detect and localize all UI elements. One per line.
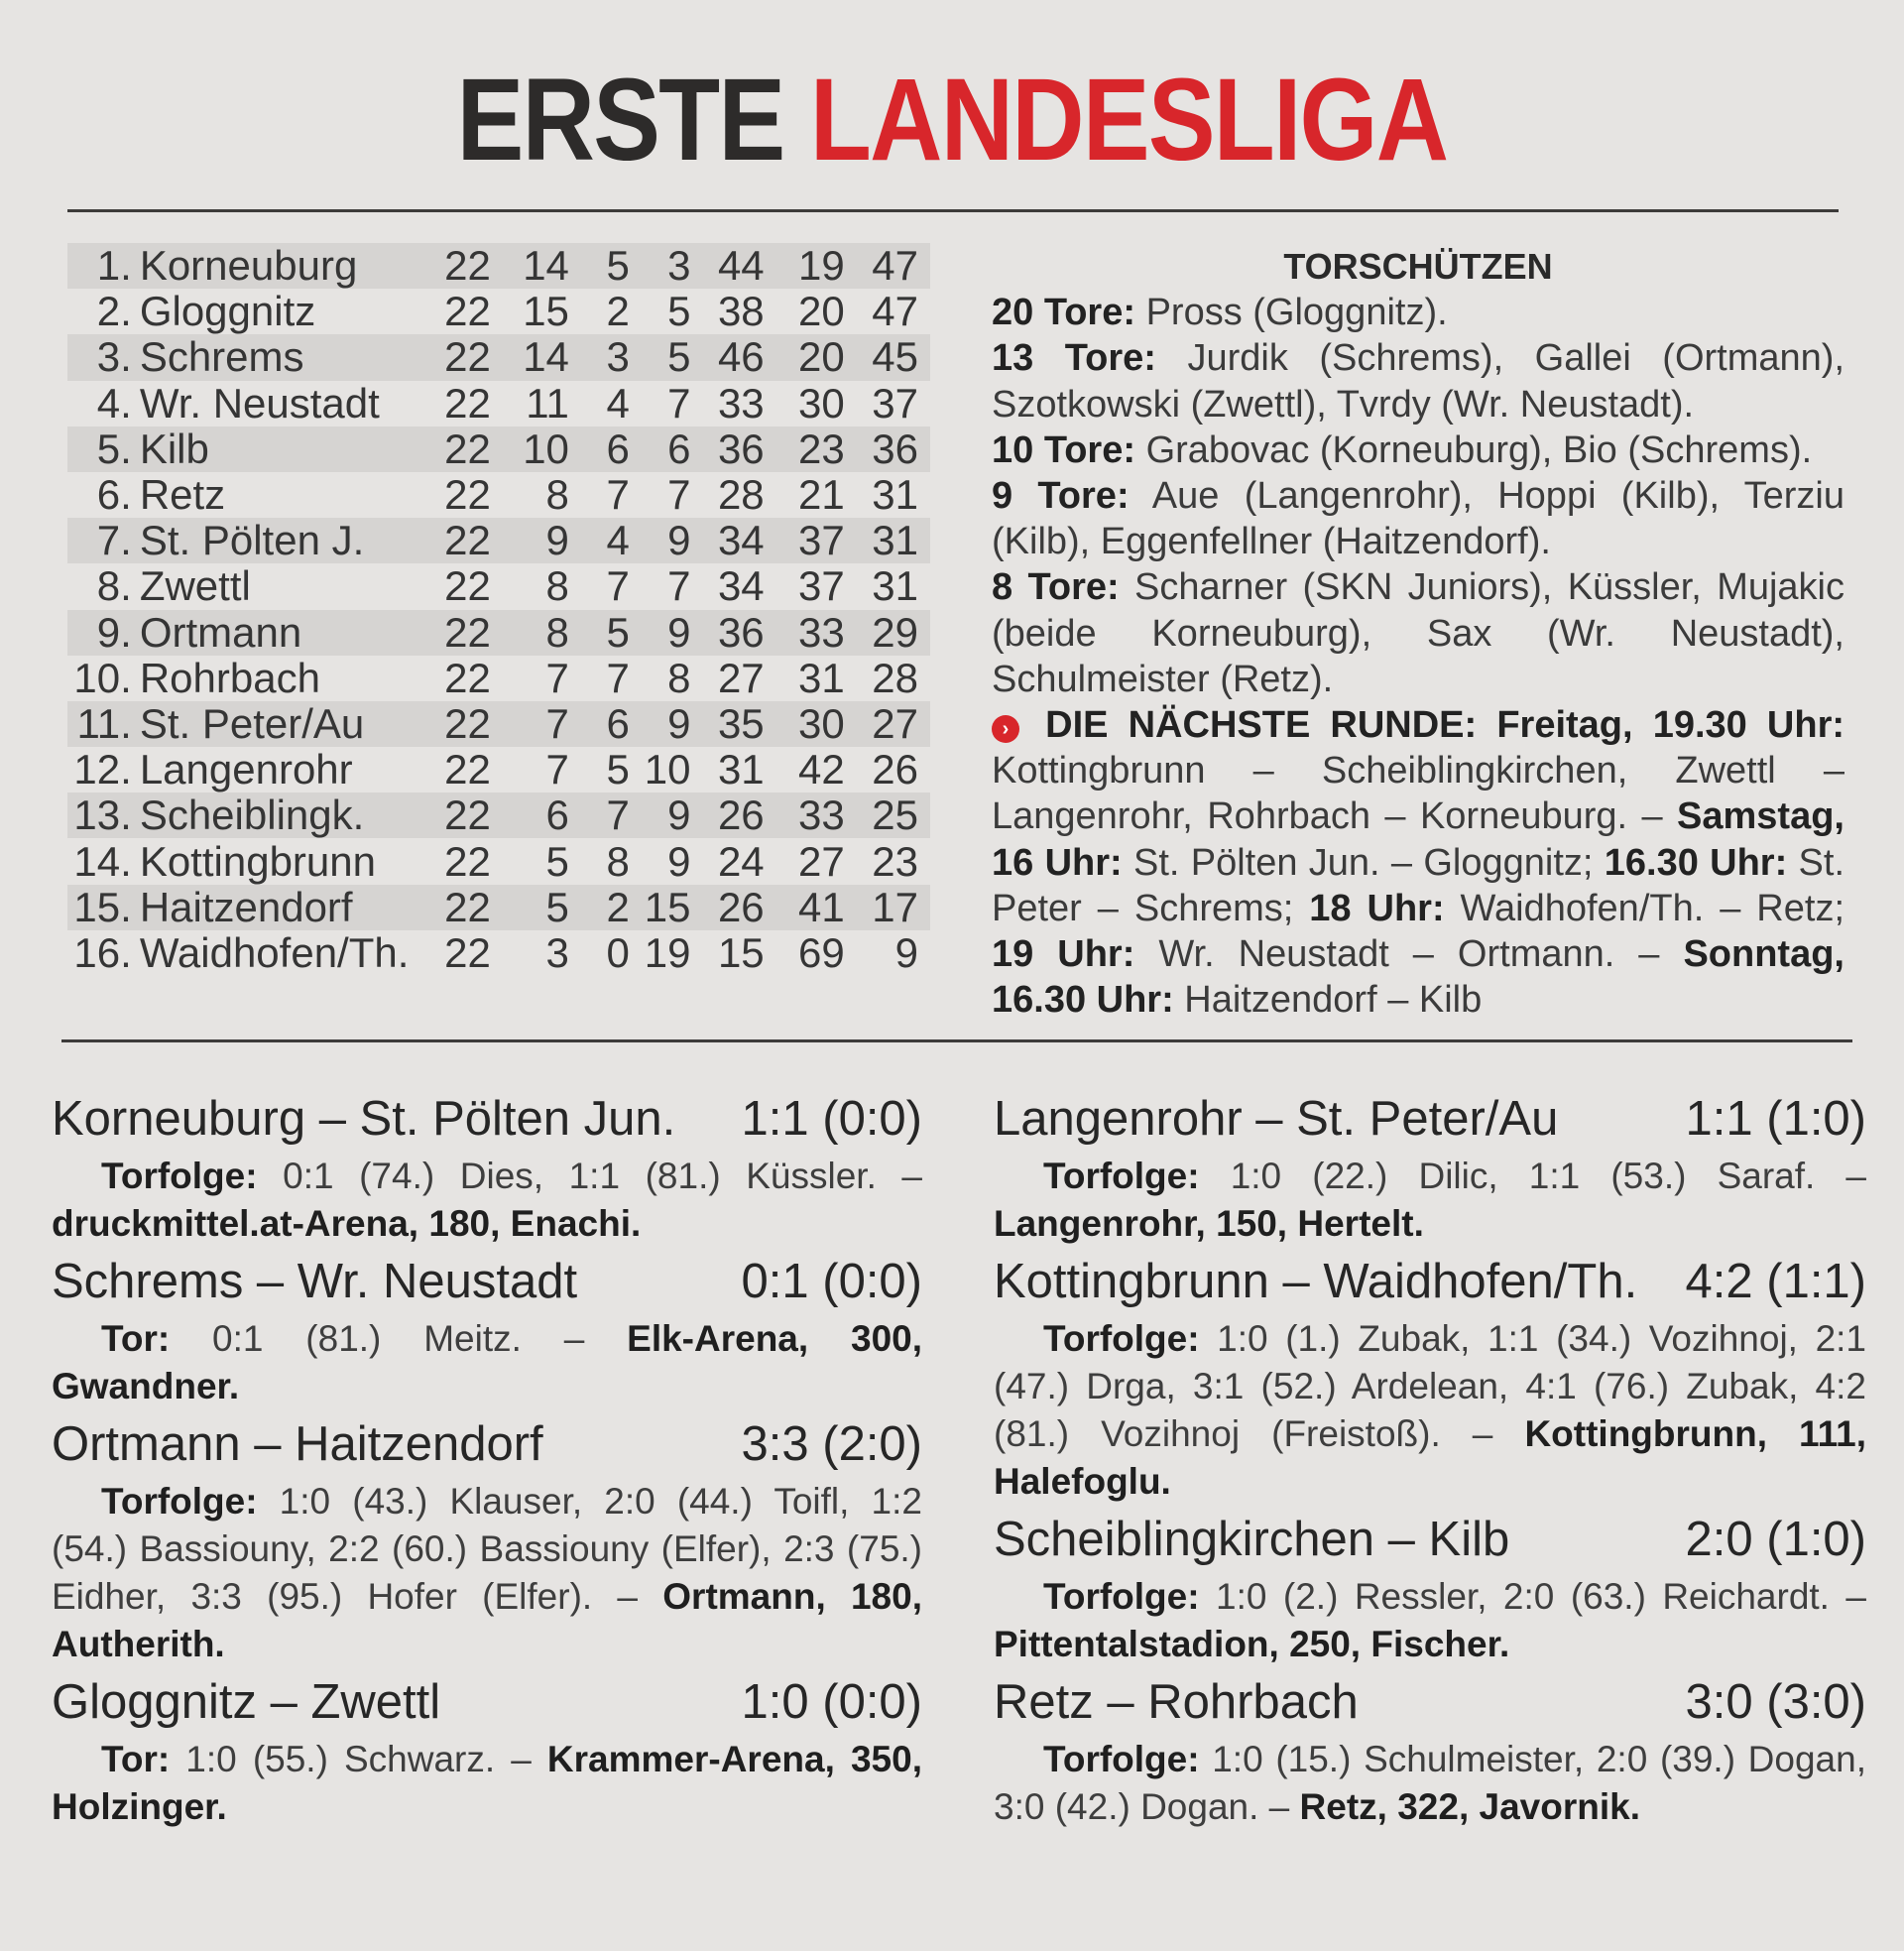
cell-w: 11: [526, 379, 569, 427]
cell-pts: 28: [872, 654, 918, 701]
match-score: 1:1 (0:0): [741, 1092, 922, 1146]
cell-pts: 36: [872, 425, 918, 472]
match-header: [994, 1089, 1866, 1149]
cell-ga: 30: [798, 699, 845, 747]
scorer-names: Aue (Langenrohr), Hoppi (Kilb), Terziu (Kilb), Eggenfellner (Haitzendorf).: [992, 475, 1844, 563]
cell-pts: 45: [872, 333, 918, 381]
scorer-line: [992, 473, 1844, 564]
scorer-line: [992, 427, 1844, 473]
cell-pts: 31: [872, 471, 918, 519]
table-row: [67, 610, 930, 656]
cell-l: 5: [667, 288, 691, 335]
cell-team: Kilb: [139, 425, 209, 472]
cell-l: 9: [667, 699, 691, 747]
cell-l: 7: [667, 379, 691, 427]
cell-gf: 26: [717, 792, 765, 839]
scorer-goal-count: 8 Tore:: [992, 566, 1120, 609]
cell-rank: 16.: [73, 928, 132, 976]
match-details: [52, 1478, 922, 1668]
cell-ga: 19: [798, 242, 845, 290]
cell-team: Waidhofen/Th.: [139, 928, 410, 976]
cell-w: 8: [545, 562, 569, 610]
goals-label: Torfolge:: [1043, 1156, 1200, 1196]
cell-l: 9: [667, 837, 691, 885]
table-row: [67, 472, 930, 518]
cell-l: 3: [667, 242, 691, 290]
venue-info: Ortmann, 180, Autherith.: [52, 1576, 922, 1664]
cell-pts: 26: [872, 746, 918, 793]
goals-list: 0:1 (74.) Dies, 1:1 (81.) Küssler. –: [257, 1156, 922, 1196]
cell-team: Zwettl: [139, 562, 251, 610]
cell-s: 22: [444, 746, 491, 793]
cell-rank: 6.: [96, 471, 132, 519]
match-report: [52, 1089, 922, 1248]
cell-s: 22: [444, 608, 491, 656]
venue-info: Kottingbrunn, 111, Halefoglu.: [994, 1413, 1866, 1502]
cell-ga: 30: [798, 379, 845, 427]
scorer-names: Grabovac (Korneuburg), Bio (Schrems).: [1135, 428, 1813, 471]
cell-w: 5: [545, 883, 569, 930]
scorer-names: Scharner (SKN Juniors), Küssler, Mujakic (beide Korneuburg), Sax (Wr. Neustadt), Schulmeister (Retz).: [992, 566, 1845, 700]
cell-pts: 31: [872, 562, 918, 610]
match-score: 2:0 (1:0): [1685, 1513, 1866, 1566]
cell-s: 22: [444, 837, 491, 885]
match-report: [994, 1672, 1866, 1831]
next-round-time: Samstag, 16 Uhr:: [992, 795, 1844, 884]
table-row: [67, 885, 930, 930]
cell-s: 22: [444, 288, 491, 335]
matches-left-column: [52, 1089, 922, 1835]
cell-s: 22: [444, 883, 491, 930]
match-details: [994, 1315, 1866, 1506]
next-round-time: 19 Uhr:: [992, 933, 1135, 976]
cell-d: 8: [606, 837, 630, 885]
match-teams: Gloggnitz – Zwettl: [52, 1675, 441, 1729]
cell-d: 7: [606, 654, 630, 701]
venue-info: Pittentalstadion, 250, Fischer.: [994, 1624, 1510, 1664]
next-round-fixtures: St. Pölten Jun. – Gloggnitz;: [1122, 841, 1605, 884]
cell-w: 5: [545, 837, 569, 885]
match-score: 3:3 (2:0): [741, 1417, 922, 1471]
matches-right-column: [994, 1089, 1866, 1835]
cell-pts: 25: [872, 792, 918, 839]
cell-w: 7: [545, 699, 569, 747]
cell-pts: 27: [872, 699, 918, 747]
cell-l: 19: [644, 928, 691, 976]
cell-w: 8: [545, 471, 569, 519]
cell-w: 15: [523, 288, 569, 335]
table-row: [67, 793, 930, 838]
match-teams: Scheiblingkirchen – Kilb: [994, 1513, 1510, 1566]
table-row: [67, 563, 930, 609]
cell-s: 22: [444, 379, 491, 427]
match-details: [994, 1153, 1866, 1248]
cell-d: 5: [606, 608, 630, 656]
match-score: 1:0 (0:0): [741, 1675, 922, 1729]
match-details: [52, 1315, 922, 1410]
cell-l: 6: [667, 425, 691, 472]
goals-label: Torfolge:: [101, 1156, 258, 1196]
cell-rank: 15.: [73, 883, 132, 930]
match-report: [52, 1252, 922, 1410]
middle-divider: [61, 1039, 1852, 1042]
table-row: [67, 381, 930, 427]
cell-ga: 69: [798, 928, 845, 976]
cell-d: 6: [606, 425, 630, 472]
cell-rank: 2.: [96, 288, 132, 335]
cell-l: 7: [667, 562, 691, 610]
cell-s: 22: [444, 471, 491, 519]
match-teams: Kottingbrunn – Waidhofen/Th.: [994, 1255, 1638, 1308]
match-header: [994, 1672, 1866, 1732]
cell-ga: 20: [798, 288, 845, 335]
cell-s: 22: [444, 654, 491, 701]
goals-list: 1:0 (2.) Ressler, 2:0 (63.) Reichardt. –: [1199, 1576, 1866, 1617]
cell-d: 2: [606, 288, 630, 335]
table-row: [67, 243, 930, 289]
goals-label: Tor:: [101, 1318, 171, 1359]
next-round-time: 16.30 Uhr:: [1604, 841, 1788, 884]
cell-w: 14: [523, 242, 569, 290]
cell-d: 3: [606, 333, 630, 381]
headline-word-erste: ERSTE: [456, 55, 784, 185]
next-round-time: Sonntag, 16.30 Uhr:: [992, 933, 1844, 1022]
cell-gf: 33: [717, 379, 765, 427]
scorer-goal-count: 10 Tore:: [992, 428, 1136, 471]
venue-info: Elk-Arena, 300, Gwandner.: [52, 1318, 923, 1406]
next-round-fixtures: St. Peter – Schrems;: [992, 841, 1845, 929]
cell-w: 9: [545, 517, 569, 564]
cell-rank: 13.: [73, 792, 132, 839]
page-headline: [133, 55, 1770, 185]
cell-l: 15: [644, 883, 691, 930]
match-details: [994, 1573, 1866, 1668]
scorers-box: [992, 244, 1844, 1023]
cell-ga: 20: [798, 333, 845, 381]
cell-pts: 9: [894, 928, 918, 976]
goals-list: 1:0 (22.) Dilic, 1:1 (53.) Saraf. –: [1199, 1156, 1866, 1196]
cell-d: 5: [606, 242, 630, 290]
cell-d: 5: [606, 746, 630, 793]
match-header: [52, 1414, 922, 1474]
headline-word-landesliga: LANDESLIGA: [809, 55, 1448, 185]
standings-table: [67, 243, 930, 976]
match-header: [52, 1089, 922, 1149]
cell-team: Korneuburg: [139, 242, 358, 290]
cell-pts: 29: [872, 608, 918, 656]
table-row: [67, 747, 930, 793]
venue-info: Langenrohr, 150, Hertelt.: [994, 1203, 1424, 1244]
cell-s: 22: [444, 517, 491, 564]
cell-ga: 23: [798, 425, 845, 472]
cell-gf: 34: [717, 517, 765, 564]
cell-team: Retz: [139, 471, 226, 519]
cell-team: St. Pölten J.: [139, 517, 365, 564]
cell-d: 7: [606, 562, 630, 610]
cell-w: 10: [523, 425, 569, 472]
cell-ga: 37: [798, 517, 845, 564]
cell-team: Wr. Neustadt: [139, 379, 380, 427]
table-row: [67, 518, 930, 563]
cell-gf: 38: [717, 288, 765, 335]
cell-gf: 28: [717, 471, 765, 519]
arrow-circle-icon: ›: [992, 715, 1019, 743]
cell-l: 8: [667, 654, 691, 701]
cell-pts: 47: [872, 242, 918, 290]
match-score: 1:1 (1:0): [1685, 1092, 1866, 1146]
table-row: [67, 656, 930, 701]
scorer-names: Jurdik (Schrems), Gallei (Ortmann), Szotkowski (Zwettl), Tvrdy (Wr. Neustadt).: [992, 337, 1844, 426]
cell-s: 22: [444, 333, 491, 381]
scorer-goal-count: 20 Tore:: [992, 292, 1136, 334]
scorers-title: TORSCHÜTZEN: [1283, 246, 1553, 287]
cell-pts: 17: [872, 883, 918, 930]
cell-s: 22: [444, 699, 491, 747]
cell-ga: 41: [798, 883, 845, 930]
match-report: [994, 1252, 1866, 1506]
goals-label: Torfolge:: [101, 1481, 258, 1522]
cell-ga: 37: [798, 562, 845, 610]
match-header: [994, 1252, 1866, 1311]
match-teams: Langenrohr – St. Peter/Au: [994, 1092, 1559, 1146]
cell-rank: 4.: [96, 379, 132, 427]
cell-ga: 33: [798, 792, 845, 839]
match-details: [52, 1153, 922, 1248]
cell-s: 22: [444, 425, 491, 472]
cell-w: 3: [545, 928, 569, 976]
cell-ga: 42: [798, 746, 845, 793]
cell-gf: 24: [717, 837, 765, 885]
cell-s: 22: [444, 562, 491, 610]
cell-rank: 10.: [73, 654, 132, 701]
next-round-time: DIE NÄCHSTE RUNDE: Freitag, 19.30 Uhr:: [1045, 704, 1845, 747]
next-round: [992, 702, 1844, 1023]
cell-rank: 12.: [73, 746, 132, 793]
table-row: [67, 334, 930, 380]
goals-list: 1:0 (55.) Schwarz. –: [170, 1739, 547, 1779]
cell-team: Gloggnitz: [139, 288, 316, 335]
cell-l: 7: [667, 471, 691, 519]
cell-s: 22: [444, 792, 491, 839]
cell-s: 22: [444, 928, 491, 976]
cell-team: Scheiblingk.: [139, 792, 365, 839]
cell-gf: 46: [717, 333, 765, 381]
match-header: [52, 1252, 922, 1311]
cell-team: Kottingbrunn: [139, 837, 376, 885]
match-score: 0:1 (0:0): [741, 1255, 922, 1308]
cell-team: St. Peter/Au: [139, 699, 365, 747]
scorer-names: Pross (Gloggnitz).: [1135, 292, 1448, 334]
cell-rank: 1.: [96, 242, 132, 290]
match-teams: Schrems – Wr. Neustadt: [52, 1255, 578, 1308]
table-row: [67, 930, 930, 976]
match-header: [994, 1510, 1866, 1569]
cell-d: 6: [606, 699, 630, 747]
match-report: [994, 1089, 1866, 1248]
cell-d: 7: [606, 792, 630, 839]
venue-info: druckmittel.at-Arena, 180, Enachi.: [52, 1203, 642, 1244]
cell-rank: 14.: [73, 837, 132, 885]
goals-label: Torfolge:: [1043, 1576, 1200, 1617]
match-score: 3:0 (3:0): [1685, 1675, 1866, 1729]
cell-s: 22: [444, 242, 491, 290]
table-row: [67, 427, 930, 472]
cell-gf: 15: [717, 928, 765, 976]
cell-rank: 8.: [96, 562, 132, 610]
cell-w: 14: [523, 333, 569, 381]
cell-rank: 11.: [76, 699, 132, 747]
match-report: [52, 1414, 922, 1668]
next-round-fixtures: Kottingbrunn – Scheiblingkirchen, Zwettl – Langenrohr, Rohrbach – Korneuburg. –: [992, 750, 1844, 838]
cell-ga: 31: [798, 654, 845, 701]
table-row: [67, 838, 930, 884]
cell-w: 6: [545, 792, 569, 839]
scorer-goal-count: 9 Tore:: [992, 475, 1130, 518]
next-round-fixtures: Waidhofen/Th. – Retz;: [1444, 887, 1844, 929]
cell-ga: 21: [798, 471, 845, 519]
match-teams: Retz – Rohrbach: [994, 1675, 1359, 1729]
cell-w: 8: [545, 608, 569, 656]
cell-team: Ortmann: [139, 608, 302, 656]
scorer-line: [992, 564, 1844, 702]
cell-l: 10: [644, 746, 691, 793]
cell-gf: 44: [717, 242, 765, 290]
cell-rank: 5.: [96, 425, 132, 472]
table-row: [67, 289, 930, 334]
cell-gf: 35: [717, 699, 765, 747]
goals-list: 1:0 (43.) Klauser, 2:0 (44.) Toifl, 1:2 (54.) Bassiouny, 2:2 (60.) Bassiouny (Elfer), 2:3 (75.) Eidher, 3:3 (95.) Hofer (Elfer). –: [52, 1481, 922, 1617]
cell-gf: 36: [717, 608, 765, 656]
cell-rank: 3.: [96, 333, 132, 381]
venue-info: Krammer-Arena, 350, Holzinger.: [52, 1739, 922, 1827]
cell-team: Langenrohr: [139, 746, 353, 793]
scorer-line: [992, 290, 1844, 335]
cell-rank: 9.: [96, 608, 132, 656]
cell-rank: 7.: [96, 517, 132, 564]
match-score: 4:2 (1:1): [1685, 1255, 1866, 1308]
match-details: [994, 1736, 1866, 1831]
match-teams: Ortmann – Haitzendorf: [52, 1417, 543, 1471]
cell-d: 4: [606, 517, 630, 564]
cell-d: 0: [606, 928, 630, 976]
cell-w: 7: [545, 746, 569, 793]
scorer-line: [992, 335, 1844, 427]
cell-ga: 27: [798, 837, 845, 885]
match-teams: Korneuburg – St. Pölten Jun.: [52, 1092, 676, 1146]
cell-team: Haitzendorf: [139, 883, 353, 930]
top-divider: [67, 209, 1839, 212]
cell-ga: 33: [798, 608, 845, 656]
match-header: [52, 1672, 922, 1732]
cell-d: 4: [606, 379, 630, 427]
cell-pts: 47: [872, 288, 918, 335]
goals-label: Tor:: [101, 1739, 171, 1779]
match-details: [52, 1736, 922, 1831]
cell-gf: 31: [717, 746, 765, 793]
match-report: [52, 1672, 922, 1831]
next-round-fixtures: Haitzendorf – Kilb: [1173, 979, 1483, 1022]
cell-pts: 37: [872, 379, 918, 427]
scorer-goal-count: 13 Tore:: [992, 337, 1156, 380]
goals-list: 0:1 (81.) Meitz. –: [170, 1318, 628, 1359]
cell-d: 2: [606, 883, 630, 930]
cell-gf: 34: [717, 562, 765, 610]
cell-team: Rohrbach: [139, 654, 320, 701]
match-report: [994, 1510, 1866, 1668]
cell-gf: 36: [717, 425, 765, 472]
next-round-time: 18 Uhr:: [1309, 887, 1445, 929]
goals-list: 1:0 (1.) Zubak, 1:1 (34.) Vozihnoj, 2:1 (47.) Drga, 3:1 (52.) Ardelean, 4:1 (76.) Zubak, 4:2 (81.) Vozihnoj (Freistoß). –: [994, 1318, 1866, 1454]
table-row: [67, 701, 930, 747]
venue-info: Retz, 322, Javornik.: [1299, 1786, 1640, 1827]
goals-label: Torfolge:: [1043, 1318, 1200, 1359]
cell-pts: 23: [872, 837, 918, 885]
cell-l: 9: [667, 608, 691, 656]
cell-d: 7: [606, 471, 630, 519]
goals-list: 1:0 (15.) Schulmeister, 2:0 (39.) Dogan, 3:0 (42.) Dogan. –: [994, 1739, 1866, 1827]
cell-l: 9: [667, 792, 691, 839]
cell-l: 9: [667, 517, 691, 564]
cell-gf: 26: [717, 883, 765, 930]
next-round-fixtures: Wr. Neustadt – Ortmann. –: [1134, 933, 1684, 976]
cell-team: Schrems: [139, 333, 304, 381]
goals-label: Torfolge:: [1043, 1739, 1200, 1779]
cell-gf: 27: [717, 654, 765, 701]
cell-w: 7: [545, 654, 569, 701]
cell-l: 5: [667, 333, 691, 381]
cell-pts: 31: [872, 517, 918, 564]
